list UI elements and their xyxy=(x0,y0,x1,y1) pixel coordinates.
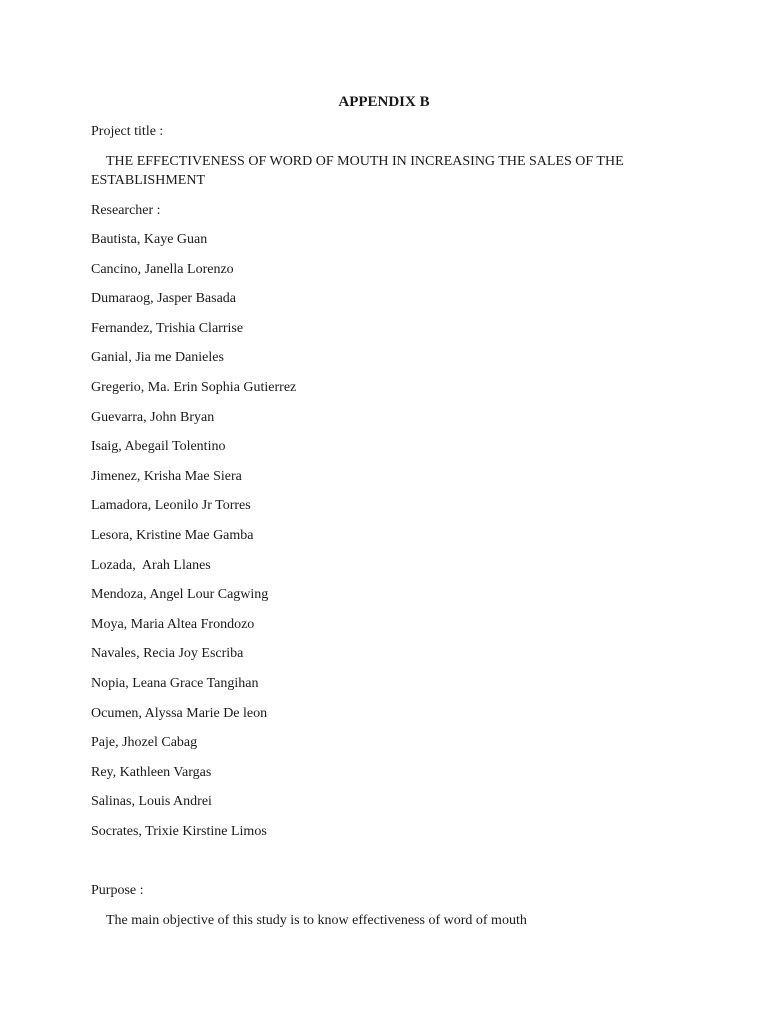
researcher-label: Researcher : xyxy=(91,203,161,218)
purpose-text: The main objective of this study is to know effectiveness of word of mouth xyxy=(106,913,527,928)
researcher-name: Lozada, Arah Llanes xyxy=(91,557,211,573)
researcher-name: Bautista, Kaye Guan xyxy=(91,232,208,247)
researcher-name: Mendoza, Angel Lour Cagwing xyxy=(91,587,269,603)
purpose-label: Purpose : xyxy=(91,883,144,898)
researcher-name: Guevarra, John Bryan xyxy=(91,409,215,425)
researcher-name: Socrates, Trixie Kirstine Limos xyxy=(91,823,267,839)
researcher-name: Nopia, Leana Grace Tangihan xyxy=(91,675,259,691)
researcher-name: Ganial, Jia me Danieles xyxy=(91,350,224,366)
researcher-name: Moya, Maria Altea Frondozo xyxy=(91,616,255,632)
researcher-name: Ocumen, Alyssa Marie De leon xyxy=(91,705,268,721)
project-title-text: THE EFFECTIVENESS OF WORD OF MOUTH IN INCREASING THE SALES OF THE ESTABLISHMENT xyxy=(91,154,624,188)
researcher-name: Paje, Jhozel Cabag xyxy=(91,735,198,751)
researcher-name: Gregerio, Ma. Erin Sophia Gutierrez xyxy=(91,379,297,395)
researcher-name: Rey, Kathleen Vargas xyxy=(91,764,212,780)
researcher-name: Jimenez, Krisha Mae Siera xyxy=(91,468,242,484)
researcher-name: Dumaraog, Jasper Basada xyxy=(91,291,237,307)
researcher-name: Isaig, Abegail Tolentino xyxy=(91,439,226,455)
appendix-heading: APPENDIX B xyxy=(338,94,430,110)
researcher-name: Lamadora, Leonilo Jr Torres xyxy=(91,498,251,514)
researcher-list xyxy=(91,231,296,852)
researcher-name: Cancino, Janella Lorenzo xyxy=(91,261,234,277)
researcher-name: Lesora, Kristine Mae Gamba xyxy=(91,527,254,543)
researcher-name: Fernandez, Trishia Clarrise xyxy=(91,320,244,336)
project-title-label: Project title : xyxy=(91,124,164,139)
researcher-name: Navales, Recia Joy Escriba xyxy=(91,646,244,662)
researcher-name: Salinas, Louis Andrei xyxy=(91,794,212,810)
